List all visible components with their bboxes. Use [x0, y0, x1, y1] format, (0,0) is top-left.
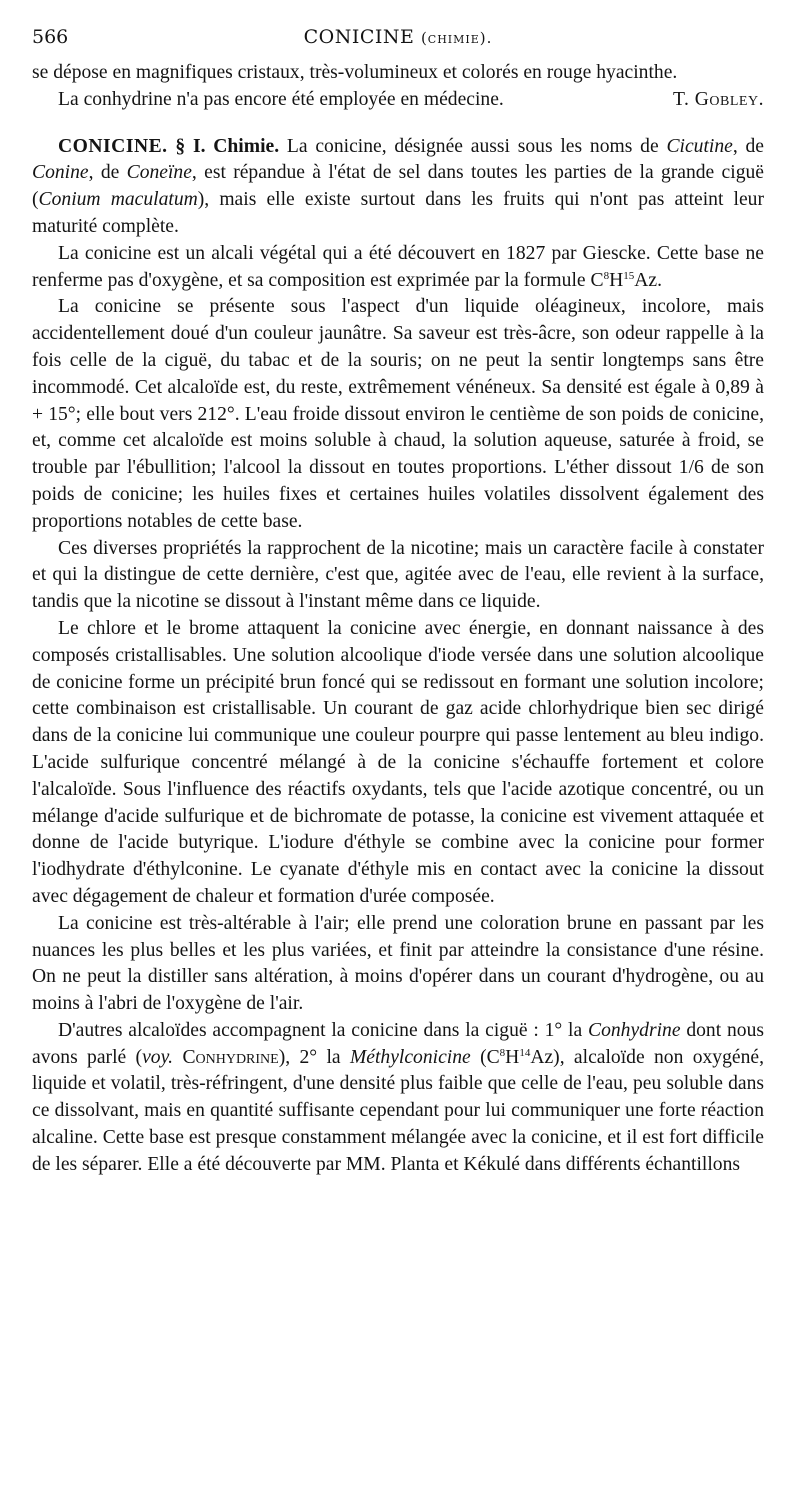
- text-run: Az), alcaloïde non oxygéné, liquide et volatil, très-réfringent, d'une densité plus faible que celle de l'eau, peu soluble dans ce dissolvant, mais en quantité suffisante cependant pour lui communiquer une forte réaction alcaline. Cette base est presque constamment mélangée avec la conicine, et il est fort difficile de les séparer. Elle a été découverte par MM. Planta et Kékulé dans différents échantillons: [32, 1046, 764, 1175]
- article-paragraph-6: La conicine est très-altérable à l'air; elle prend une coloration brune en passant par les nuances les plus belles et les plus variées, et finit par atteindre la consistance d'une résine. On ne peut la distiller sans altération, à moins d'opérer dans un courant d'hydrogène, ou au moins à l'abri de l'oxygène de l'air.: [32, 912, 764, 1015]
- text-run: , de: [732, 135, 765, 157]
- text-run: La conicine est un alcali végétal qui a été découvert en 1827 par Giescke. Cette base ne renferme pas d'oxygène, et sa composition est exprimée par la formule C: [32, 242, 764, 291]
- term-coneine: Coneïne: [126, 162, 192, 184]
- formula-subscript: 8: [603, 269, 610, 282]
- text-run: La conicine, désignée aussi sous les noms de: [286, 135, 667, 157]
- term-cicutine: Cicutine: [666, 135, 733, 157]
- article-paragraph-7: [32, 1018, 764, 1179]
- text-run: ), mais elle existe surtout dans les fruits qui n'ont pas atteint leur maturité complète.: [32, 189, 764, 237]
- cross-reference-conhydrine: Conhydrine: [182, 1046, 279, 1068]
- text-run: dont nous avons parlé (: [32, 1019, 764, 1068]
- page-number: 566: [32, 26, 69, 48]
- term-methylconicine: Méthylconicine: [349, 1046, 471, 1068]
- previous-article-closing-line: [32, 87, 764, 114]
- text-run: , de: [88, 162, 127, 184]
- term-conhydrine: Conhydrine: [588, 1019, 681, 1041]
- text-run: H: [505, 1046, 520, 1068]
- text-run: Az.: [634, 269, 662, 291]
- term-voy: voy.: [142, 1046, 174, 1068]
- body-text: [32, 60, 764, 1179]
- author-signature: T. Gobley.: [672, 88, 764, 110]
- running-title-word: CONICINE: [303, 26, 415, 48]
- text-run: (C: [470, 1046, 500, 1068]
- text-run: , est répandue à l'état de sel dans toutes les parties de la grande ciguë (: [32, 162, 764, 211]
- running-title-tag: (chimie).: [420, 29, 493, 47]
- section-label: § I. Chimie.: [175, 135, 280, 157]
- article-headword: CONICINE.: [58, 135, 168, 157]
- article-paragraph-1: [32, 134, 764, 241]
- article-paragraph-2: [32, 241, 764, 295]
- article-paragraph-4: Ces diverses propriétés la rapprochent de la nicotine; mais un caractère facile à constater et qui la distingue de cette dernière, c'est que, agitée avec de l'eau, elle revient à la surface, tandis que la nicotine se dissout à l'instant même dans ce liquide.: [32, 537, 764, 613]
- text-run: D'autres alcaloïdes accompagnent la conicine dans la ciguë : 1° la: [58, 1019, 589, 1041]
- book-page: [32, 26, 764, 1179]
- text-run: ), 2° la: [278, 1046, 350, 1068]
- article-paragraph-3: La conicine se présente sous l'aspect d'un liquide oléagineux, incolore, mais accidentellement doué d'un couleur jaunâtre. Sa saveur est très-âcre, son odeur rappelle à la fois celle de la ciguë, du tabac et de la souris; on ne peut la sentir longtemps sans être incommodé. Cet alcaloïde est, du reste, extrêmement vénéneux. Sa densité est égale à 0,89 à + 15°; elle bout vers 212°. L'eau froide dissout environ le centième de son poids de conicine, et, comme cet alcaloïde est moins soluble à chaud, la solution aqueuse, saturée à froid, se trouble par l'ébullition; l'alcool la dissout en toutes proportions. L'éther dissout 1/6 de son poids de conicine; les huiles fixes et certaines huiles volatiles dissolvent également des proportions notables de cette base.: [32, 296, 764, 532]
- previous-article-last-sentence: La conhydrine n'a pas encore été employée en médecine.: [58, 88, 504, 110]
- formula-subscript: 15: [623, 269, 635, 282]
- term-conine: Conine: [32, 162, 89, 184]
- article-paragraph-5: Le chlore et le brome attaquent la conicine avec énergie, en donnant naissance à des composés cristallisables. Une solution alcoolique d'iode versée dans une solution alcoolique de conicine forme un précipité brun foncé qui se redissout en formant une solution incolore; cette combinaison est cristallisable. Un courant de gaz acide chlorhydrique bien sec dirigé dans de la conicine lui communique une couleur pourpre qui passe lentement au bleu indigo. L'acide sulfurique concentré mélangé à de la conicine s'échauffe fortement et colore l'alcaloïde. Sous l'influence des réactifs oxydants, tels que l'acide azotique concentré, ou un mélange d'acide sulfurique et de bichromate de potasse, la conicine est vivement attaquée et donne de l'acide butyrique. L'iodure d'éthyle se combine avec la conicine pour former l'iodhydrate d'éthylconine. Le cyanate d'éthyle mis en contact avec la conicine la dissout avec dégagement de chaleur et formation d'urée composée.: [32, 617, 764, 907]
- term-conium-maculatum: Conium maculatum: [38, 189, 198, 211]
- formula-subscript: 14: [519, 1046, 531, 1059]
- formula-subscript: 8: [499, 1046, 506, 1059]
- previous-article-ending: se dépose en magnifiques cristaux, très-volumineux et colorés en rouge hyacinthe.: [32, 62, 678, 83]
- text-run: H: [609, 269, 624, 291]
- page-header: [32, 26, 764, 60]
- running-title: [32, 26, 764, 48]
